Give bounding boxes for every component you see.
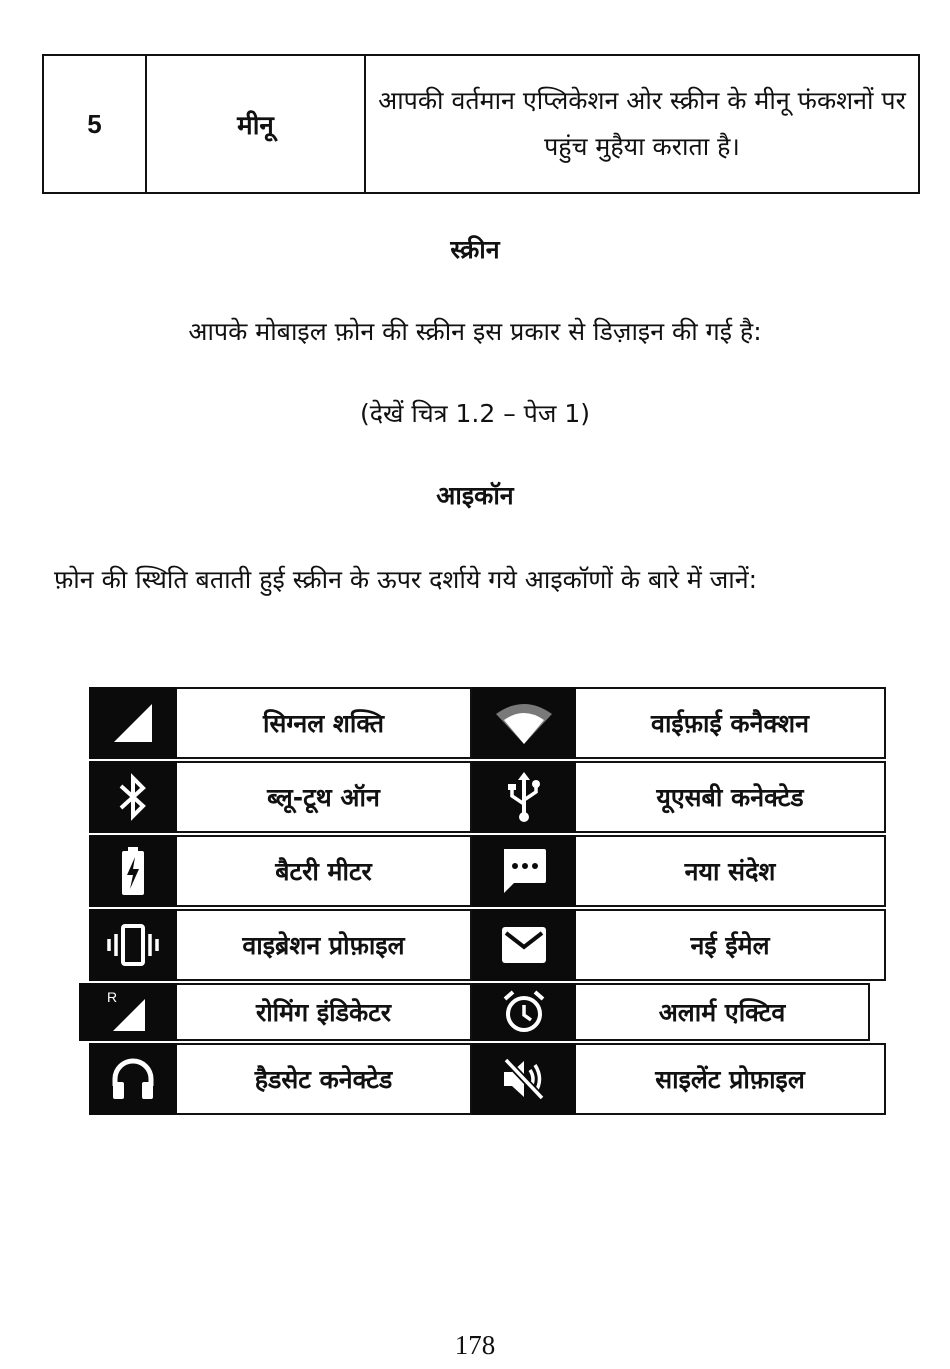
icon-row — [89, 909, 472, 981]
icon-row — [472, 687, 886, 759]
wifi-icon — [472, 687, 576, 759]
icon-row — [89, 687, 472, 759]
roaming-label: रोमिंग इंडिकेटर — [177, 983, 472, 1041]
signal-strength-icon — [89, 687, 177, 759]
silent-label: साइलेंट प्रोफ़ाइल — [576, 1043, 886, 1115]
roaming-icon — [79, 983, 177, 1041]
vibration-label: वाइब्रेशन प्रोफ़ाइल — [177, 909, 472, 981]
icon-row — [89, 835, 472, 907]
menu-number: 5 — [44, 56, 147, 192]
headset-icon — [89, 1043, 177, 1115]
menu-description: आपकी वर्तमान एप्लिकेशन ओर स्क्रीन के मीनू फंकशनों पर पहुंच मुहैया कराता है। — [378, 86, 906, 161]
menu-table — [42, 54, 920, 194]
battery-label: बैटरी मीटर — [177, 835, 472, 907]
silent-icon — [472, 1043, 576, 1115]
icon-row — [472, 983, 870, 1041]
wifi-label: वाईफ़ाई कनैक्शन — [576, 687, 886, 759]
usb-label: यूएसबी कनेक्टेड — [576, 761, 886, 833]
email-label: नई ईमेल — [576, 909, 886, 981]
icons-heading: आइकॉन — [436, 481, 514, 510]
page-number: 178 — [454, 1330, 496, 1360]
roaming-badge: R — [107, 989, 118, 1005]
icon-row — [89, 1043, 472, 1115]
icon-row — [472, 761, 886, 833]
icons-intro: फ़ोन की स्थिति बताती हुई स्क्रीन के ऊपर दर्शाये गये आइकॉणों के बारे में जानें: — [54, 565, 758, 594]
message-icon — [472, 835, 576, 907]
bluetooth-label: ब्लू-टूथ ऑन — [177, 761, 472, 833]
figure-reference: (देखें चित्र 1.2 – पेज 1) — [359, 399, 591, 428]
screen-heading: स्क्रीन — [450, 235, 500, 264]
icon-row — [79, 983, 472, 1041]
icon-row — [472, 909, 886, 981]
email-icon — [472, 909, 576, 981]
battery-charging-icon — [89, 835, 177, 907]
menu-name: मीनू — [147, 56, 366, 192]
signal-strength-label: सिग्नल शक्ति — [177, 687, 472, 759]
message-label: नया संदेश — [576, 835, 886, 907]
screen-text: आपके मोबाइल फ़ोन की स्क्रीन इस प्रकार से डिज़ाइन की गई है: — [188, 317, 762, 346]
icon-row — [472, 1043, 886, 1115]
usb-icon — [472, 761, 576, 833]
bluetooth-icon — [89, 761, 177, 833]
alarm-label: अलार्म एक्टिव — [576, 983, 870, 1041]
alarm-clock-icon — [472, 983, 576, 1041]
icon-row — [472, 835, 886, 907]
headset-label: हैडसेट कनेक्टेड — [177, 1043, 472, 1115]
icon-row — [89, 761, 472, 833]
vibration-icon — [89, 909, 177, 981]
